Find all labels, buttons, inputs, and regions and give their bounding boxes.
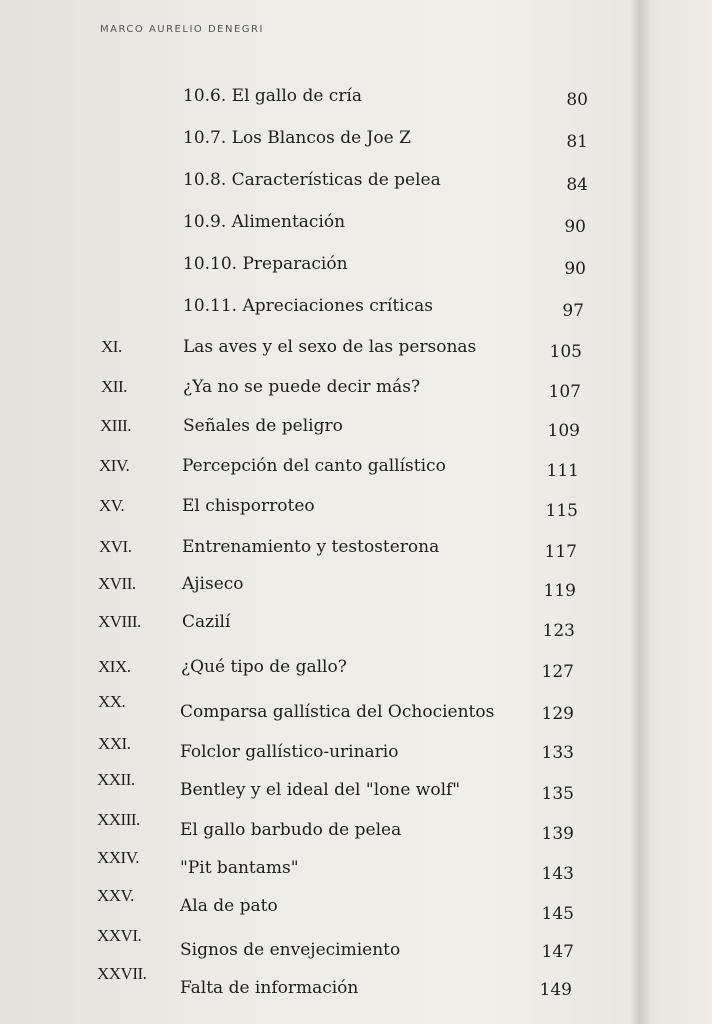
toc-entry-page: 80	[566, 90, 588, 110]
toc-entry-title: Entrenamiento y testosterona	[182, 537, 440, 557]
toc-entry-page: 147	[541, 942, 574, 962]
toc-entry-page: 123	[542, 621, 575, 641]
toc-entry-title: 10.11. Apreciaciones críticas	[183, 296, 433, 316]
toc-entry-title: 10.10. Preparación	[183, 254, 348, 274]
toc-entry-page: 90	[564, 259, 586, 279]
toc-entry-xxi	[0, 732, 640, 762]
toc-entry-xxii	[0, 768, 640, 804]
toc-entry-page: 145	[541, 904, 574, 924]
toc-entry-page: 139	[541, 824, 574, 844]
toc-entry-page: 105	[549, 342, 582, 362]
toc-entry-page: 115	[545, 501, 578, 521]
toc-entry-number: XIII.	[100, 416, 132, 435]
toc-entry-number: XVIII.	[98, 612, 141, 631]
adjacent-page	[650, 0, 712, 1024]
toc-entry-number: XXV.	[97, 886, 134, 905]
toc-entry-title: "Pit bantams"	[180, 858, 299, 878]
toc-entry-number: XII.	[101, 377, 127, 396]
toc-entry-number: XXVII.	[97, 964, 147, 983]
toc-entry-title: Las aves y el sexo de las personas	[183, 337, 477, 357]
toc-entry-page: 117	[544, 542, 577, 562]
toc-entry-page: 81	[566, 132, 588, 152]
toc-entry-xx	[0, 690, 640, 724]
toc-entry-page: 97	[562, 301, 584, 321]
toc-entry-number: XXII.	[97, 770, 135, 789]
toc-entry-number: XXIII.	[97, 810, 140, 829]
toc-entry-xviii	[0, 610, 640, 640]
toc-entry-page: 107	[548, 382, 581, 402]
toc-entry-page: 84	[566, 175, 588, 195]
toc-entry-title: Ajiseco	[182, 574, 244, 594]
toc-entry-title: Señales de peligro	[183, 416, 343, 436]
toc-entry-title: Percepción del canto gallístico	[182, 456, 446, 476]
toc-entry-10-6	[0, 84, 640, 114]
toc-entry-number: XXVI.	[97, 926, 142, 945]
toc-entry-title: 10.6. El gallo de cría	[183, 86, 363, 106]
toc-entry-page: 90	[564, 217, 586, 237]
toc-entry-xvii	[0, 572, 640, 602]
toc-entry-10-8	[0, 168, 640, 198]
toc-entry-number: XX.	[98, 692, 126, 711]
toc-entry-10-7	[0, 126, 640, 156]
toc-entry-title: Falta de información	[180, 978, 359, 998]
toc-entry-title: Signos de envejecimiento	[180, 940, 401, 960]
toc-entry-title: El gallo barbudo de pelea	[180, 820, 402, 840]
toc-entry-xxv	[0, 884, 640, 924]
toc-entry-title: Comparsa gallística del Ochocientos	[180, 702, 495, 722]
toc-entry-title: 10.7. Los Blancos de Joe Z	[183, 128, 411, 148]
toc-entry-number: XIX.	[98, 657, 131, 676]
toc-entry-page: 143	[541, 864, 574, 884]
toc-entry-page: 129	[541, 704, 574, 724]
toc-entry-page: 135	[541, 784, 574, 804]
toc-entry-10-11	[0, 294, 640, 324]
toc-entry-page: 119	[543, 581, 576, 601]
toc-entry-title: Folclor gallístico-urinario	[180, 742, 399, 762]
toc-entry-xxiii	[0, 808, 640, 844]
toc-entry-page: 133	[541, 743, 574, 763]
toc-entry-title: ¿Qué tipo de gallo?	[181, 657, 347, 677]
toc-entry-title: ¿Ya no se puede decir más?	[183, 377, 421, 397]
toc-entry-xiii	[0, 414, 640, 444]
toc-entry-xii	[0, 375, 640, 405]
toc-entry-number: XIV.	[99, 456, 130, 475]
toc-entry-page: 111	[546, 461, 579, 481]
toc-entry-xix	[0, 655, 640, 685]
toc-entry-title: Ala de pato	[180, 896, 278, 916]
toc-entry-xv	[0, 494, 640, 524]
toc-entry-xxvi	[0, 924, 640, 962]
toc-entry-title: Cazilí	[182, 612, 231, 632]
toc-entry-number: XVI.	[99, 537, 132, 556]
toc-entry-title: 10.8. Características de pelea	[183, 170, 441, 190]
running-head: MARCO AURELIO DENEGRI	[100, 24, 264, 35]
toc-entry-xi	[0, 335, 640, 365]
toc-entry-title: El chisporroteo	[182, 496, 315, 516]
toc-entry-xiv	[0, 454, 640, 484]
toc-entry-xxiv	[0, 846, 640, 884]
toc-entry-xvi	[0, 535, 640, 565]
toc-entry-number: XXI.	[98, 734, 131, 753]
toc-entry-10-10	[0, 252, 640, 282]
toc-entry-page: 109	[547, 421, 580, 441]
toc-entry-number: XV.	[99, 496, 125, 515]
toc-entry-xxvii	[0, 962, 640, 1000]
toc-entry-page: 149	[539, 980, 572, 1000]
toc-entry-number: XVII.	[98, 574, 136, 593]
toc-entry-title: 10.9. Alimentación	[183, 212, 346, 232]
toc-entry-page: 127	[541, 662, 574, 682]
toc-entry-10-9	[0, 210, 640, 240]
toc-entry-number: XI.	[101, 337, 122, 356]
toc-entry-title: Bentley y el ideal del "lone wolf"	[180, 780, 461, 800]
toc-entry-number: XXIV.	[97, 848, 140, 867]
